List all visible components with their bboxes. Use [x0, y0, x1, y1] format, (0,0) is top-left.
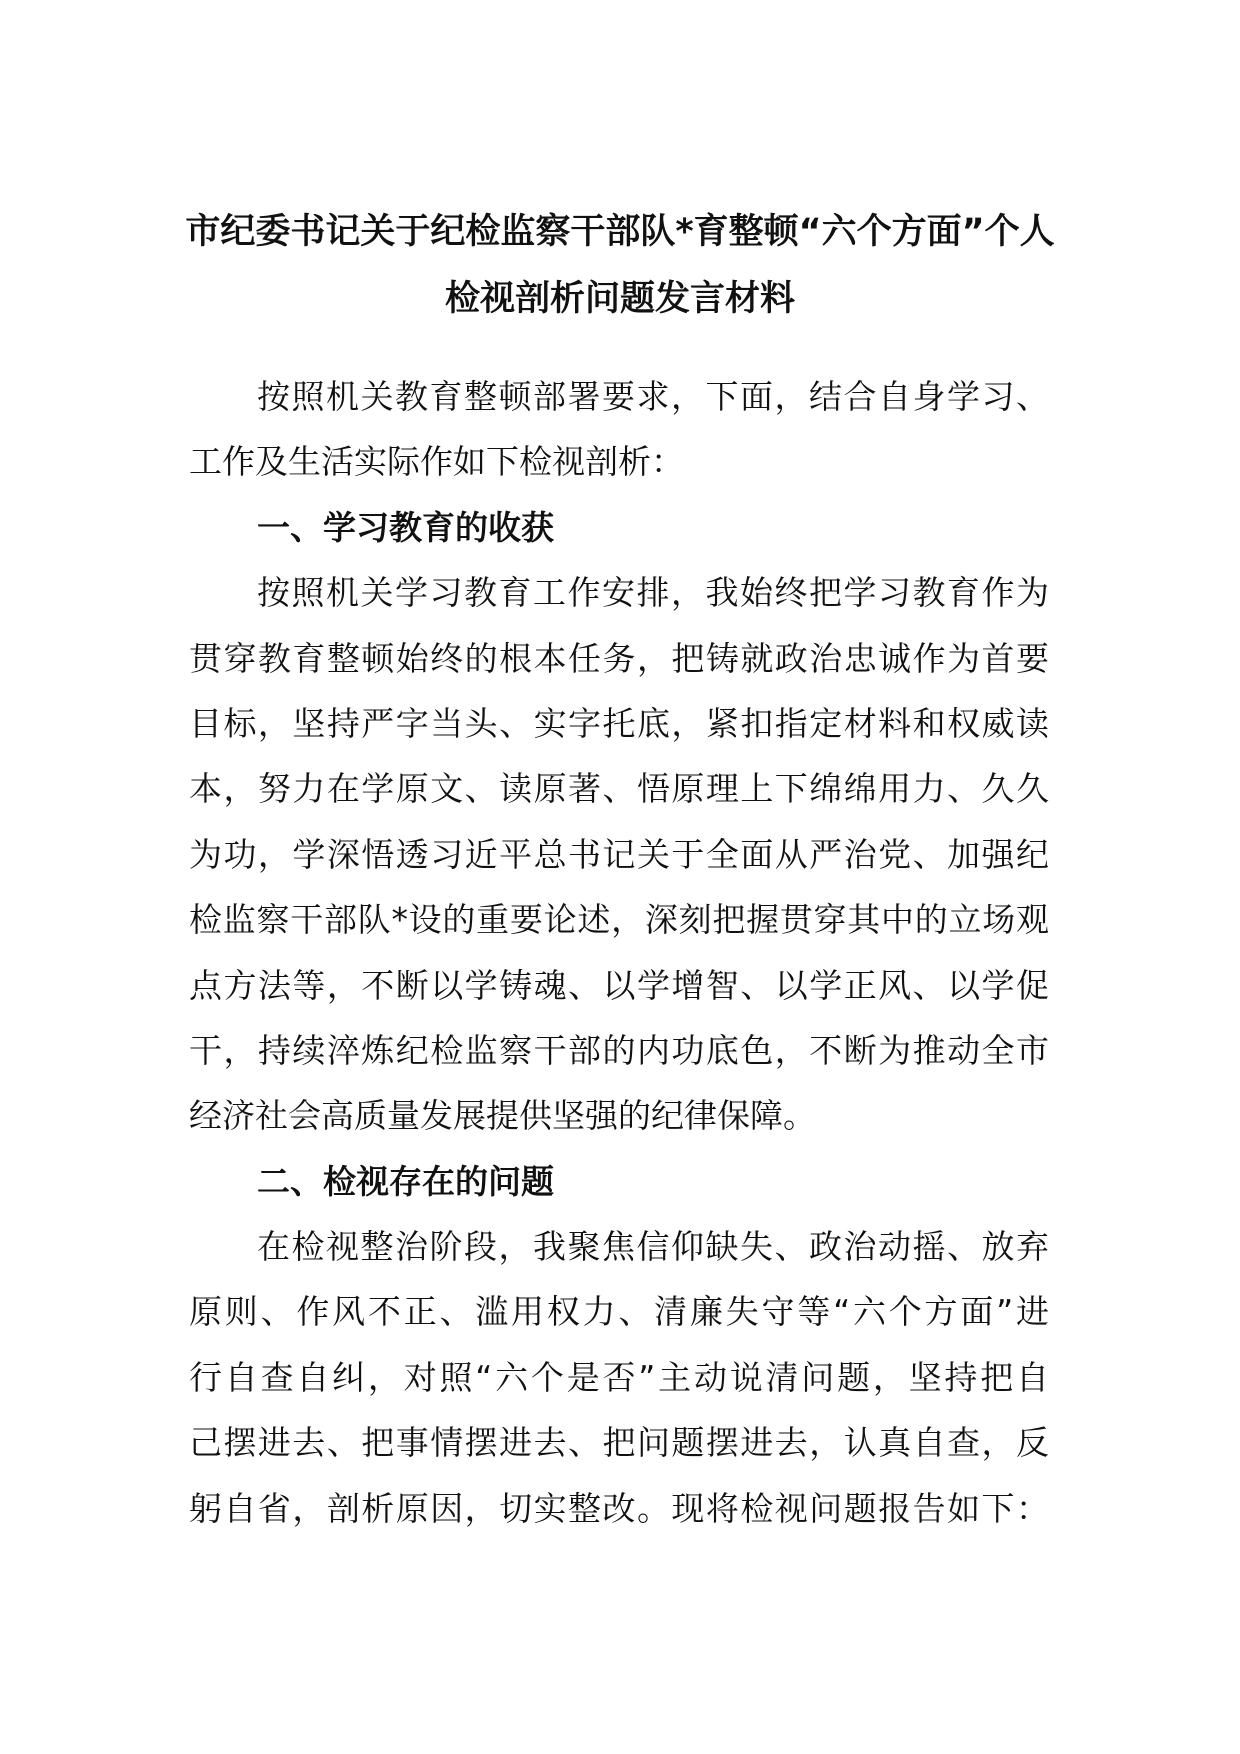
text-line: 己摆进去、把事情摆进去、把问题摆进去，认真自查，反 [189, 1423, 1049, 1463]
text-line: 行自查自纠，对照“六个是否”主动说清问题，坚持把自 [189, 1357, 1049, 1397]
text-line: 在检视整治阶段，我聚焦信仰缺失、政治动摇、放弃 [257, 1227, 1049, 1267]
text-line: 原则、作风不正、滥用权力、清廉失守等“六个方面”进 [189, 1292, 1049, 1332]
text-line: 本，努力在学原文、读原著、悟原理上下绵绵用力、久久 [189, 769, 1049, 809]
text-line: 按照机关学习教育工作安排，我始终把学习教育作为 [257, 573, 1049, 613]
text-line: 按照机关教育整顿部署要求，下面，结合自身学习、 [257, 377, 1049, 416]
text-line: 点方法等，不断以学铸魂、以学增智、以学正风、以学促 [189, 965, 1049, 1005]
text-line: 为功，学深悟透习近平总书记关于全面从严治党、加强纪 [189, 834, 1049, 874]
intro-paragraph [189, 364, 1049, 495]
document-body [189, 364, 1049, 1541]
text-line: 干，持续淬炼纪检监察干部的内功底色，不断为推动全市 [189, 1030, 1049, 1070]
document-title-line-1: 市纪委书记关于纪检监察干部队*育整顿“六个方面”个人 [185, 212, 1055, 252]
text-line: 目标，坚持严字当头、实字托底，紧扣指定材料和权威读 [189, 703, 1049, 743]
text-line: 检监察干部队*设的重要论述，深刻把握贯穿其中的立场观 [189, 900, 1049, 940]
document-title-line-2: 检视剖析问题发言材料 [444, 279, 795, 319]
text-line: 经济社会高质量发展提供坚强的纪律保障。 [189, 1096, 816, 1136]
text-line: 躬自省，剖析原因，切实整改。现将检视问题报告如下： [189, 1488, 1049, 1528]
text-line: 工作及生活实际作如下检视剖析： [189, 442, 684, 482]
section1-paragraph [189, 560, 1049, 1149]
section2-paragraph [189, 1214, 1049, 1541]
section-heading: 二、检视存在的问题 [257, 1161, 554, 1201]
text-line: 贯穿教育整顿始终的根本任务，把铸就政治忠诚作为首要 [189, 638, 1049, 678]
section-heading: 一、学习教育的收获 [257, 507, 554, 547]
